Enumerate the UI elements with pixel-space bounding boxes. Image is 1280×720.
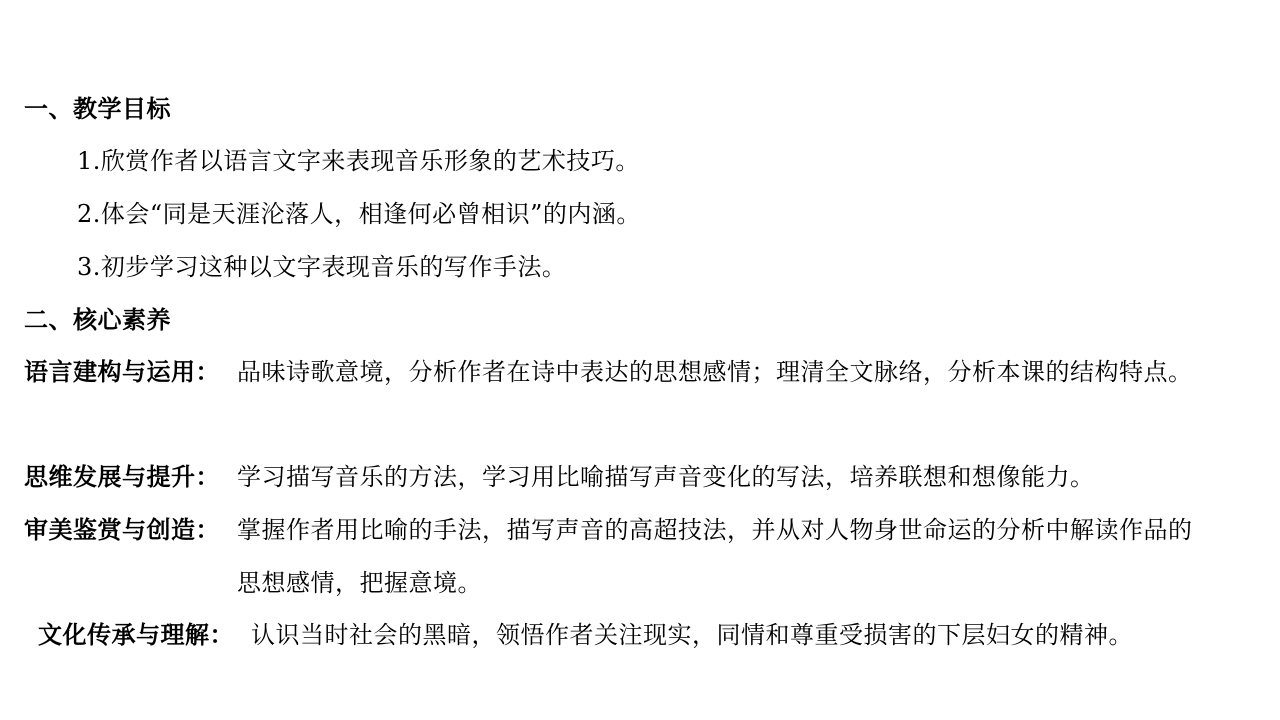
literacy-culture xyxy=(38,620,1258,650)
literacy-aesthetics xyxy=(24,515,1224,595)
literacy-text: 掌握作者用比喻的手法，描写声音的高超技法，并从对人物身世命运的分析中解读作品的思想感情，把握意境。 xyxy=(237,516,1193,597)
literacy-language xyxy=(24,357,1224,437)
literacy-label: 审美鉴赏与创造： xyxy=(24,515,220,544)
literacy-text: 品味诗歌意境，分析作者在诗中表达的思想感情；理清全文脉络，分析本课的结构特点。 xyxy=(237,358,1193,386)
goal-item-2: 2.体会“同是天涯沦落人，相逢何必曾相识”的内涵。 xyxy=(77,200,641,228)
literacy-label: 文化传承与理解： xyxy=(38,620,234,649)
section-title-core-literacy: 二、核心素养 xyxy=(24,305,171,334)
literacy-label: 语言建构与运用： xyxy=(24,357,220,386)
literacy-thinking xyxy=(24,462,1224,492)
literacy-text: 认识当时社会的黑暗，领悟作者关注现实，同情和尊重受损害的下层妇女的精神。 xyxy=(251,621,1133,649)
goal-item-1: 1.欣赏作者以语言文字来表现音乐形象的艺术技巧。 xyxy=(77,147,640,175)
literacy-label: 思维发展与提升： xyxy=(24,462,220,491)
goal-item-3: 3.初步学习这种以文字表现音乐的写作手法。 xyxy=(77,253,567,281)
section-title-teaching-goals: 一、教学目标 xyxy=(24,94,171,123)
literacy-text: 学习描写音乐的方法，学习用比喻描写声音变化的写法，培养联想和想像能力。 xyxy=(237,463,1095,491)
